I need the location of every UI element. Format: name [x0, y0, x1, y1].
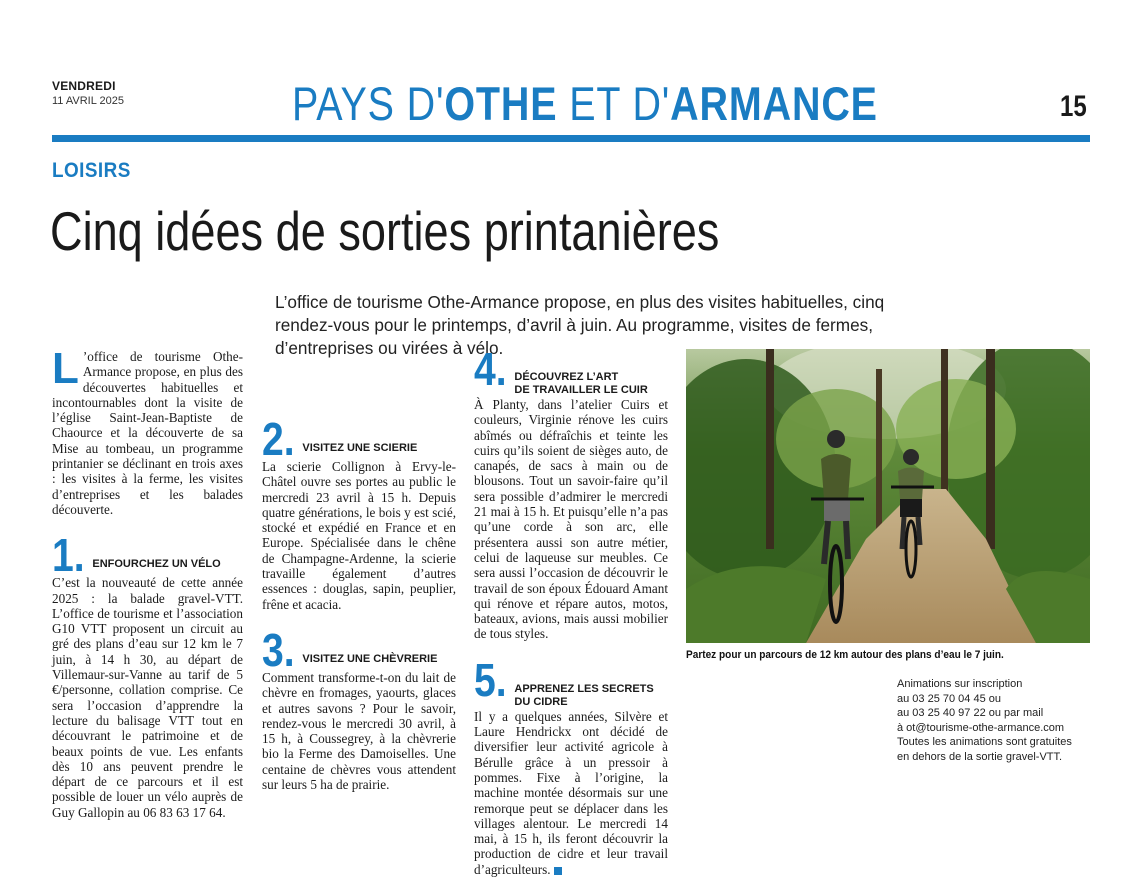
- info-line-1: Animations sur inscription: [897, 678, 1023, 690]
- intro-paragraph: [52, 344, 243, 517]
- info-line-4: à ot@tourisme-othe-armance.com: [897, 721, 1065, 734]
- step-5: [474, 653, 668, 877]
- section-title-othe: OTHE: [444, 77, 558, 130]
- article-lead: L’office de tourisme Othe-Armance propose, en plus des visites habituelles, cinq rendez-vous pour le printemps, d’avril à juin. Au programme, visites de fermes, d’entreprises ou virées à vélo.: [275, 292, 885, 358]
- step-1-number: 1.: [52, 529, 85, 582]
- step-2-number: 2.: [262, 413, 295, 465]
- article-column-1: [52, 344, 243, 820]
- step-3-text: Comment transforme-t-on du lait de chèvre en fromages, yaourts, glaces et autres savons ? Pour le savoir, rendez-vous le mercredi 30 avril, à 15 h, à Coussegrey, à la chèvrerie bio la Ferme des Damoiselles. Une centaine de chèvres vous attendent sur leurs 5 ha de prairie.: [262, 669, 456, 793]
- info-line-2: au 03 25 70 04 45 ou: [897, 692, 1001, 705]
- info-line-3: au 03 25 40 97 22 ou par mail: [897, 707, 1044, 719]
- step-1-heading: ENFOURCHEZ UN VÉLO: [92, 558, 221, 571]
- step-3-number: 3.: [262, 623, 295, 676]
- step-1: [52, 529, 243, 820]
- cycling-photo: [686, 349, 1090, 643]
- step-2-text: La scierie Collignon à Ervy-le-Châtel ouvre ses portes au public le mercredi 23 avril à 15 h. Depuis quatre générations, le bois y est scié, stocké et expédié en France et en Europe. Spécialisée dans le chêne de Champagne-Ardenne, la scierie travaille également d’autres essences : douglas, sapin, peuplier, frêne et acacia.: [262, 459, 456, 612]
- forest-trail-illustration: [686, 349, 1090, 643]
- step-4-number: 4.: [474, 343, 507, 395]
- section-title-part1: PAYS D': [292, 77, 445, 130]
- issue-day: VENDREDI: [52, 79, 116, 93]
- section-title-armance: ARMANCE: [670, 77, 878, 130]
- step-1-text: C’est la nouveauté de cette année 2025 : la balade gravel-VTT. L’office de tourisme et l’association G10 VTT proposent un circuit au gré des plans d’eau sur 12 km le 7 juin, à 14 h 30, au départ de Villemaur-sur-Vanne au tarif de 5 €/personne, collation comprise. Ce sera l’occasion d’apprendre la lecture du balisage VTT tout en découvrant le patrimoine et de beaux points de vue. Les enfants dès 10 ans peuvent prendre le départ de ce parcours et il est possible de louer un vélo auprès de Guy Gallopin au 06 83 63 17 64.: [52, 575, 243, 820]
- step-2: [262, 413, 456, 612]
- intro-text: ’office de tourisme Othe-Armance propose, en plus des découvertes habituelles et incontournables dont la visite de l’église Saint-Jean-Baptiste de Chaource et la découverte de sa Mise au tombeau, un programme printanier se déclinant en trois axes : les visites à la ferme, les visites d’entreprises et les balades découverte.: [52, 349, 243, 517]
- step-2-heading: VISITEZ UNE SCIERIE: [302, 442, 418, 454]
- section-title: [292, 76, 878, 132]
- step-5-heading: APPRENEZ LES SECRETS DU CIDRE: [514, 682, 654, 708]
- step-3: [262, 623, 456, 793]
- section-title-part2: ET D': [557, 77, 671, 130]
- drop-cap: L: [52, 344, 79, 393]
- rubric-label: LOISIRS: [52, 159, 131, 182]
- step-4-text: À Planty, dans l’atelier Cuirs et couleurs, Virginie rénove les cuirs abîmés ou défraîchis et teinte les cuirs qu’ils soient de sièges auto, de canapés, de sacs à main ou de blousons. Tout un savoir-faire qu’il sera possible d’admirer le mercredi 21 mai à 15 h. Et puisqu’elle n’a pas qu’une corde à son arc, elle présentera aussi son autre métier, celui de laqueuse sur meubles. Ce sera aussi l’occasion de découvrir le travail de son époux Édouard Amant qui rénove et répare autos, motos, bateaux, avions, mais aussi mobilier de tous styles.: [474, 397, 668, 642]
- photo-caption: Partez pour un parcours de 12 km autour des plans d’eau le 7 juin.: [686, 649, 1004, 661]
- info-line-5: Toutes les animations sont gratuites: [897, 736, 1072, 748]
- article-headline: Cinq idées de sorties printanières: [50, 200, 720, 262]
- step-5-number: 5.: [474, 653, 507, 706]
- article-column-3: [474, 343, 668, 877]
- info-line-6: en dehors de la sortie gravel-VTT.: [897, 750, 1063, 763]
- step-3-heading: VISITEZ UNE CHÈVRERIE: [302, 652, 438, 665]
- article-column-2: [262, 413, 456, 793]
- end-mark: [554, 867, 562, 875]
- info-box: [897, 677, 1097, 764]
- step-4: [474, 343, 668, 642]
- step-4-heading-line2: DE TRAVAILLER LE CUIR: [514, 384, 648, 396]
- step-4-heading-line1: DÉCOUVREZ L’ART: [514, 371, 619, 383]
- page-number: 15: [1060, 90, 1087, 123]
- step-5-text: [474, 709, 668, 877]
- step-5-body: Il y a quelques années, Silvère et Laure Hendrickx ont décidé de diversifier leur activité agricole à Bérulle grâce à un pressoir à pommes. Fixe à l’origine, la machine montée désormais sur une remorque peut se déplacer dans les villages alentour. Le mercredi 14 mai, à 15 h, ils feront découvrir la production de cidre et leur travail d’agriculteurs.: [474, 708, 668, 877]
- header-rule: [52, 135, 1090, 142]
- issue-date: 11 AVRIL 2025: [52, 95, 124, 107]
